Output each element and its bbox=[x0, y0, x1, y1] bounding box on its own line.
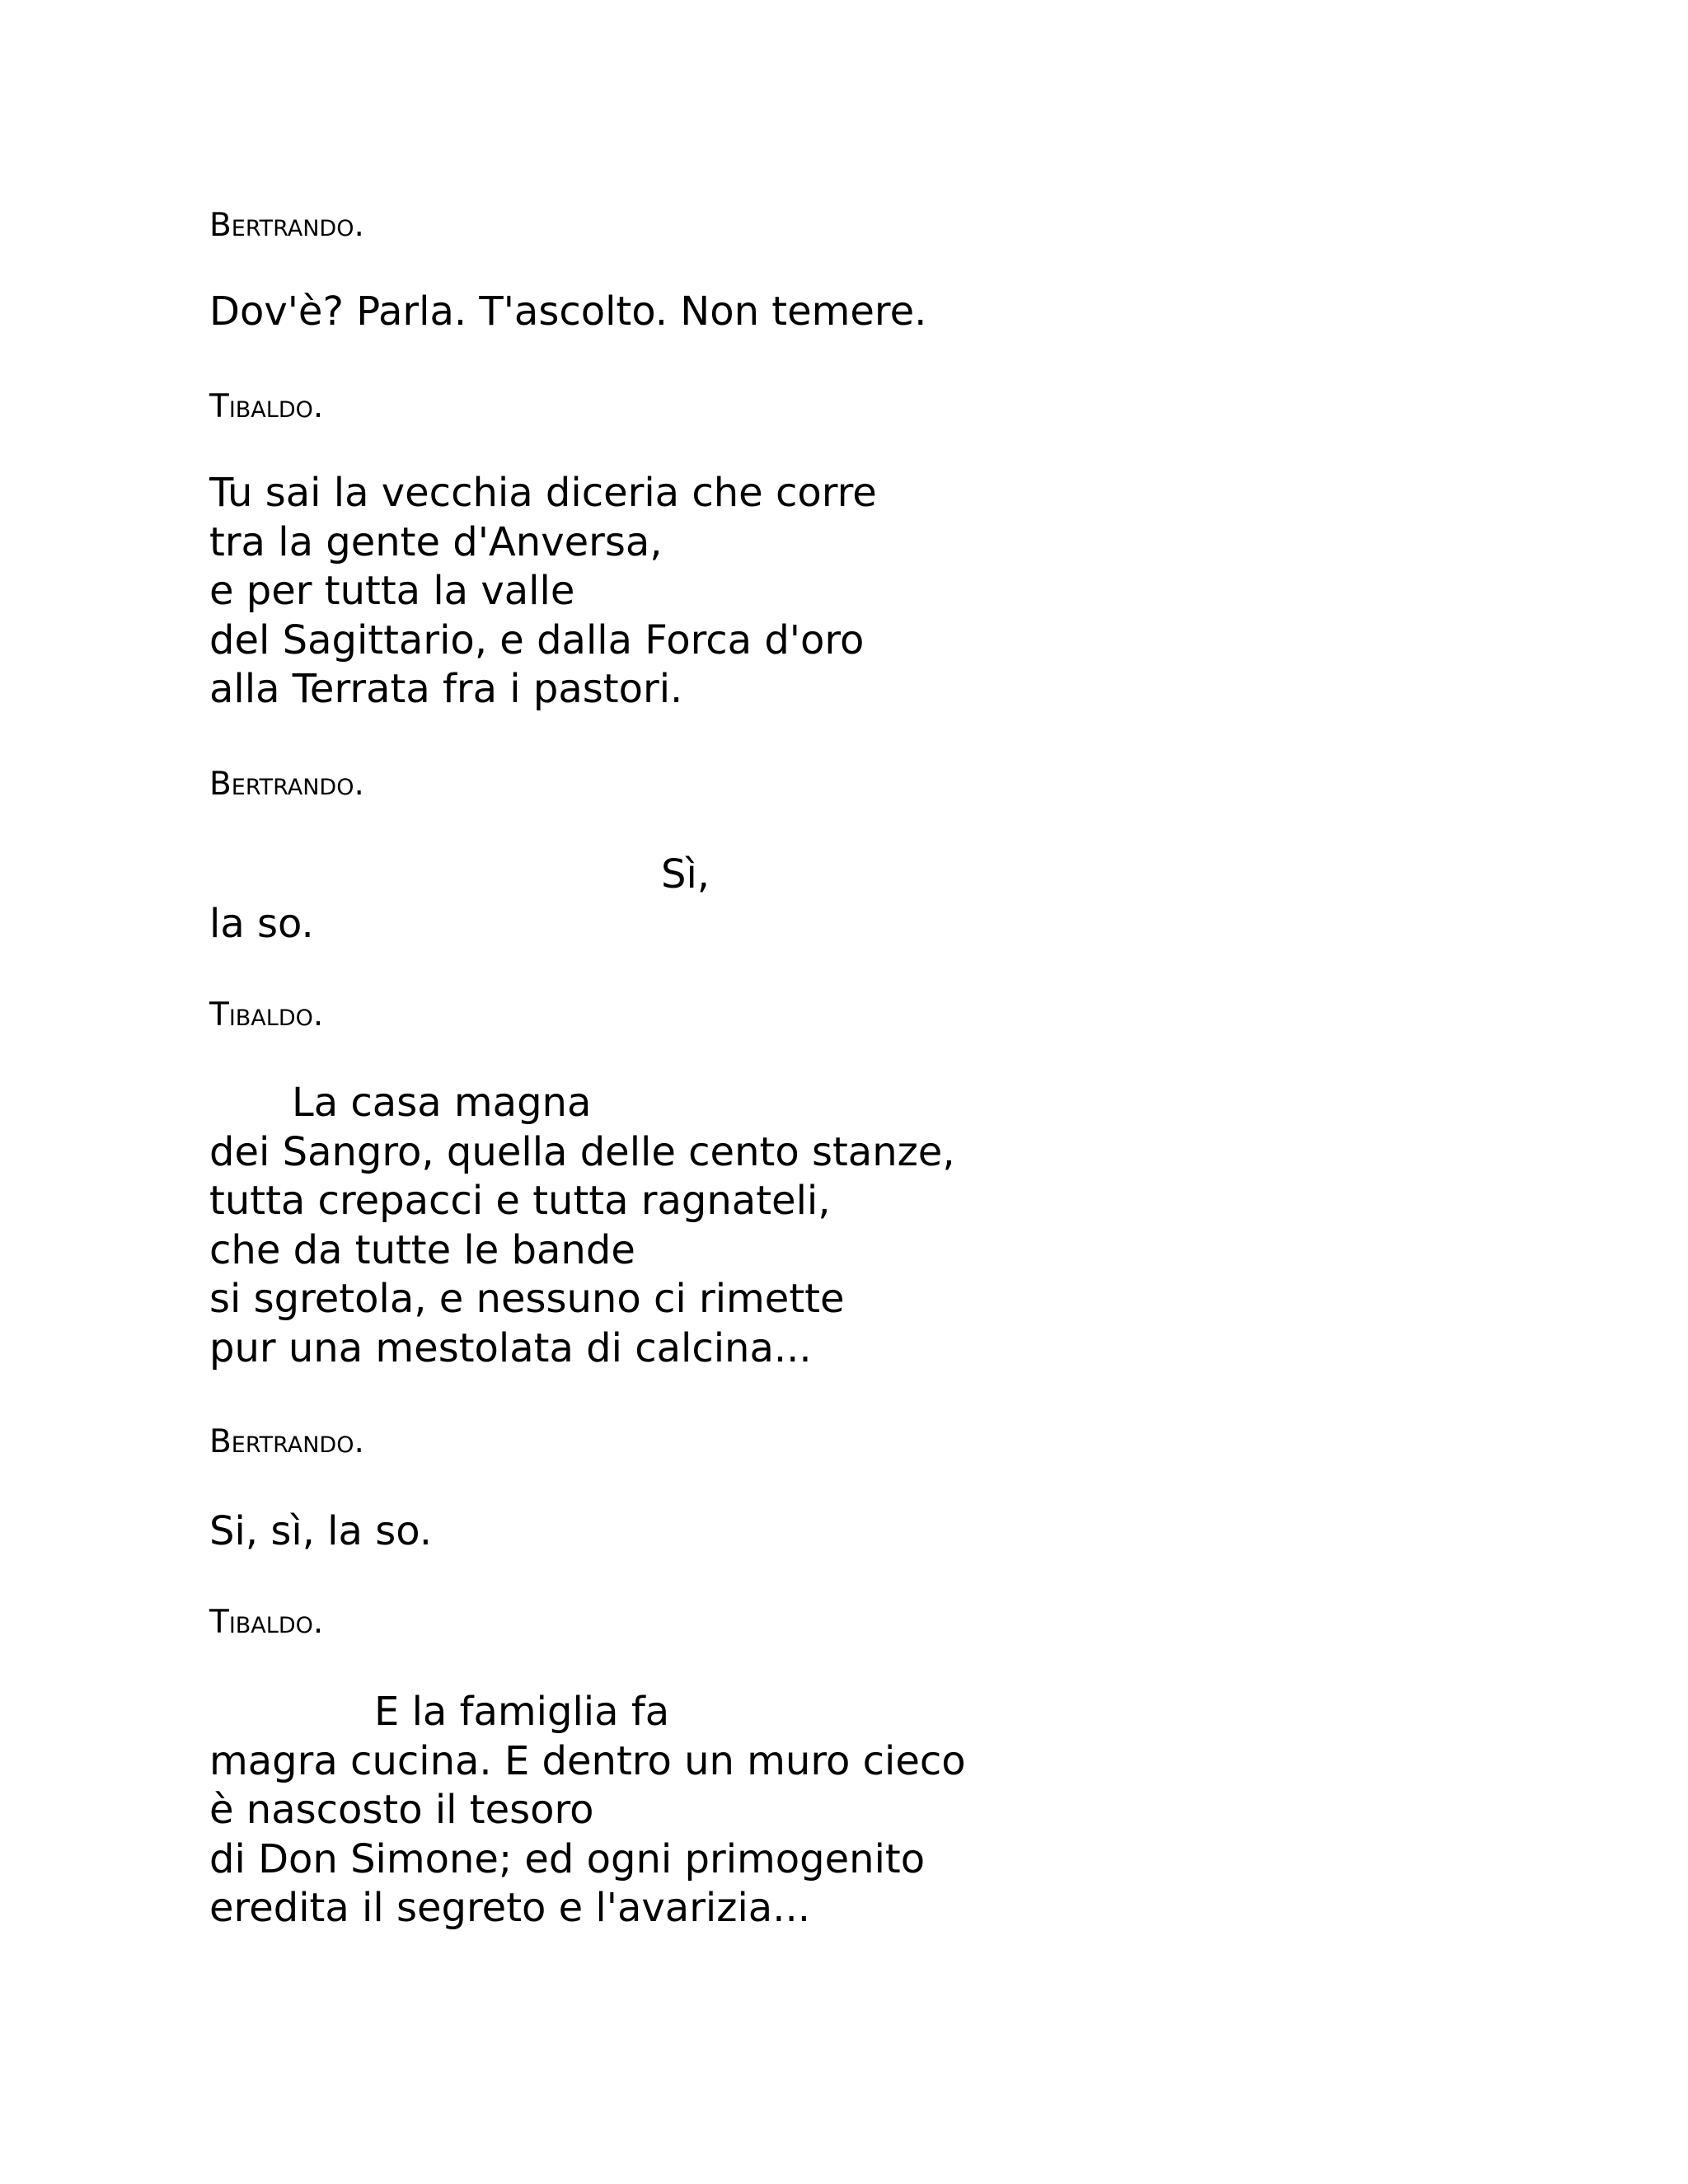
verse-line: La casa magna bbox=[292, 1080, 592, 1126]
verse-line: Tu sai la vecchia diceria che corre bbox=[209, 470, 877, 516]
verse-line: pur una mestolata di calcina... bbox=[209, 1324, 812, 1371]
verse-line: la so. bbox=[209, 900, 314, 947]
verse-line: tra la gente d'Anversa, bbox=[209, 518, 663, 565]
verse-block bbox=[209, 288, 926, 337]
speaker-label: Bertrando. bbox=[209, 1423, 364, 1460]
verse-line: è nascosto il tesoro bbox=[209, 1787, 594, 1833]
verse-line: che da tutte le bande bbox=[209, 1226, 635, 1273]
verse-line: dei Sangro, quella delle cento stanze, bbox=[209, 1128, 955, 1175]
verse-line: Sì, bbox=[661, 851, 710, 898]
verse-block bbox=[209, 469, 877, 715]
verse-line: eredita il segreto e l'avarizia... bbox=[209, 1885, 810, 1931]
speaker-label: Bertrando. bbox=[209, 766, 364, 803]
verse-line: e per tutta la valle bbox=[209, 568, 575, 614]
verse-block bbox=[209, 1507, 432, 1557]
speaker-label: Bertrando. bbox=[209, 207, 364, 244]
verse-line: si sgretola, e nessuno ci rimette bbox=[209, 1276, 845, 1322]
verse-line: del Sagittario, e dalla Forca d'oro bbox=[209, 616, 865, 663]
verse-line: Dov'è? Parla. T'ascolto. Non temere. bbox=[209, 288, 927, 335]
verse-block bbox=[209, 1079, 955, 1373]
verse-line: tutta crepacci e tutta ragnateli, bbox=[209, 1178, 831, 1224]
verse-line: magra cucina. E dentro un muro cieco bbox=[209, 1737, 966, 1784]
speaker-label: Tibaldo. bbox=[209, 1604, 324, 1641]
verse-line: Si, sì, la so. bbox=[209, 1508, 432, 1554]
verse-block bbox=[209, 1688, 966, 1933]
speaker-label: Tibaldo. bbox=[209, 388, 324, 425]
verse-line: di Don Simone; ed ogni primogenito bbox=[209, 1835, 926, 1882]
verse-line: alla Terrata fra i pastori. bbox=[209, 666, 683, 712]
verse-line: E la famiglia fa bbox=[374, 1689, 670, 1735]
verse-block bbox=[209, 851, 710, 949]
speaker-label: Tibaldo. bbox=[209, 996, 324, 1033]
